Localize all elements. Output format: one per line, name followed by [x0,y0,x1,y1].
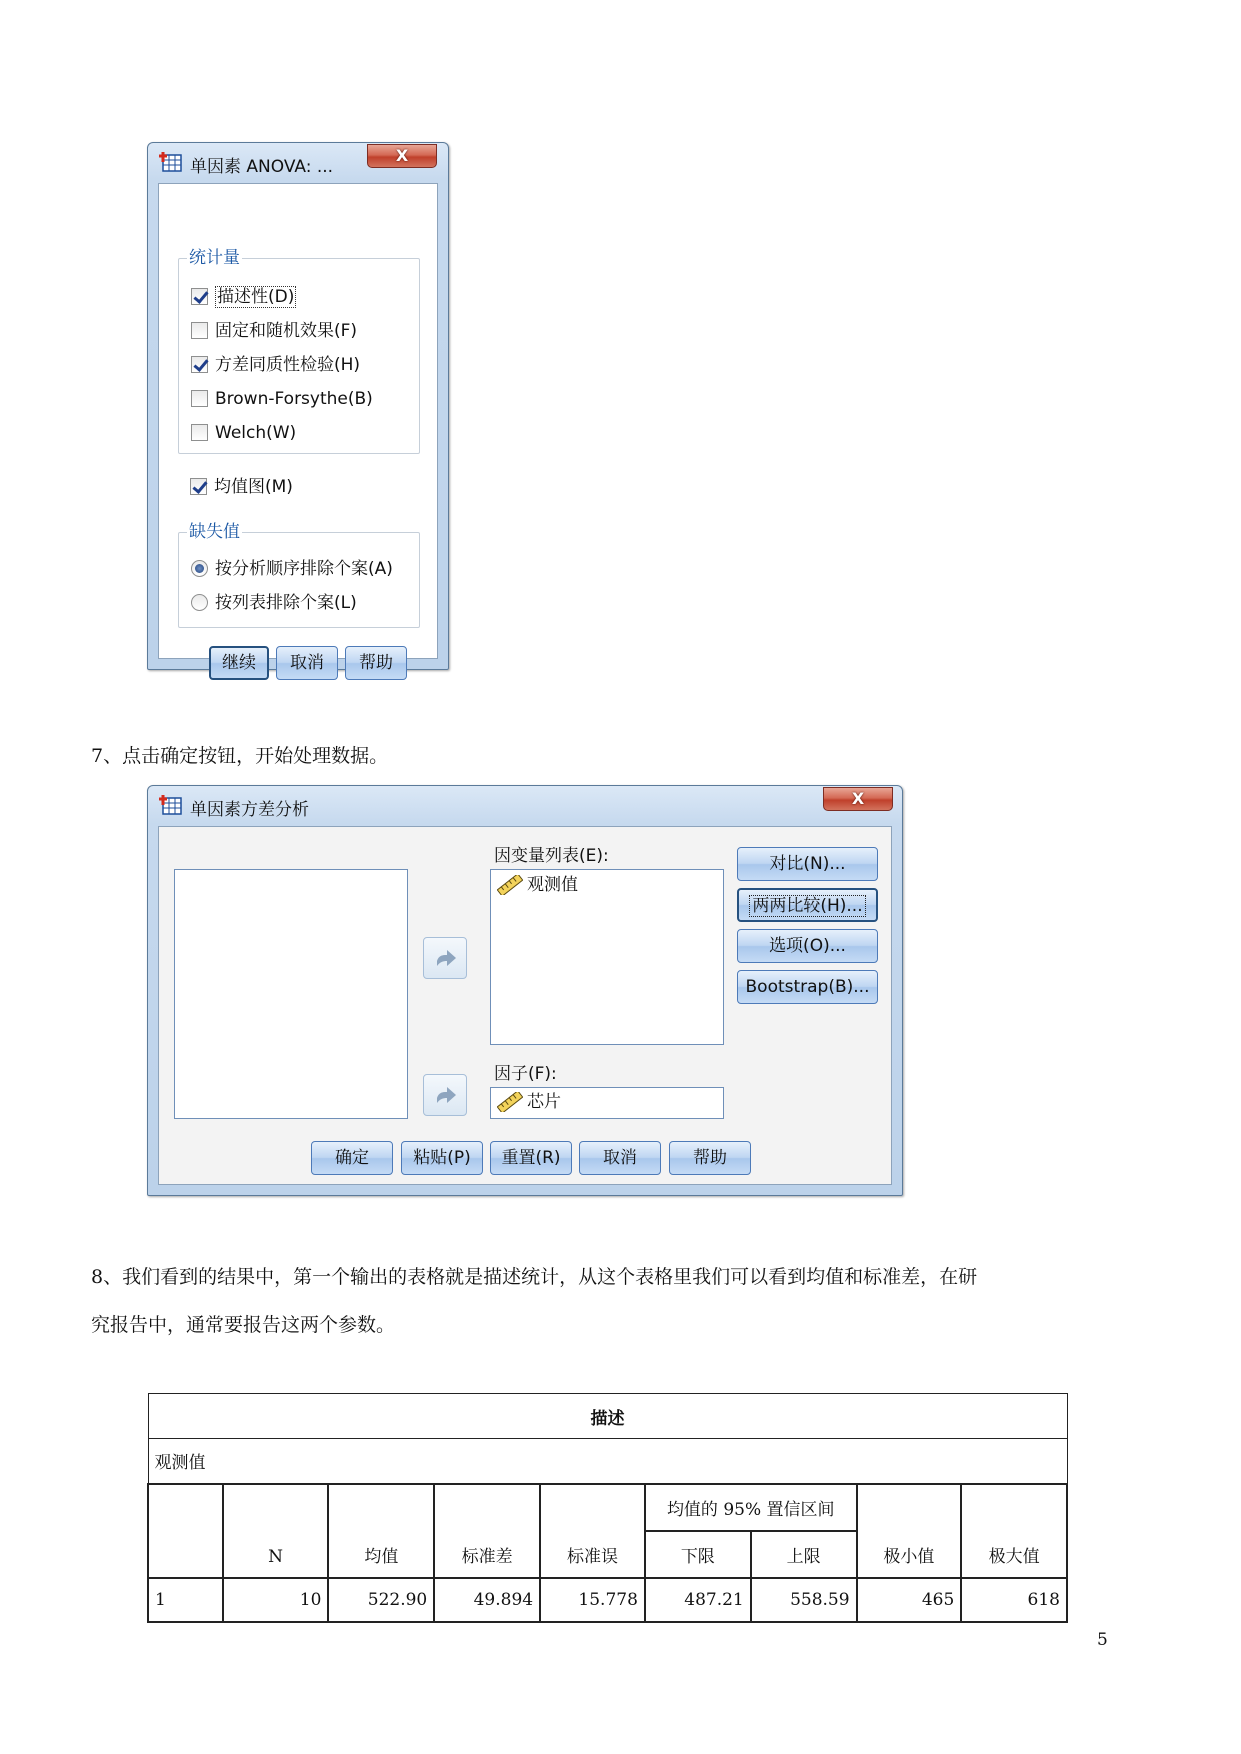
close-button[interactable]: X [823,787,893,811]
cell-group: 1 [148,1578,223,1622]
checkbox-unchecked-icon [191,390,208,407]
dependent-list-label: 因变量列表(E): [494,846,609,866]
bootstrap-button[interactable]: Bootstrap(B)... [737,970,878,1004]
cell-std-error: 15.778 [540,1578,645,1622]
step-7-text: 7、点击确定按钮，开始处理数据。 [91,745,389,767]
paste-button[interactable]: 粘贴(P) [401,1141,483,1175]
title-bar[interactable] [148,786,902,822]
missing-values-group [178,522,420,628]
cell-lower-bound: 487.21 [645,1578,751,1622]
ok-button[interactable]: 确定 [311,1141,393,1175]
cancel-button[interactable]: 取消 [276,646,338,680]
cancel-button[interactable]: 取消 [579,1141,661,1175]
descriptive-label: 描述性(D) [217,287,295,307]
dialog-title: 单因素方差分析 [190,800,309,820]
help-button[interactable]: 帮助 [669,1141,751,1175]
means-plot-label: 均值图(M) [214,477,293,497]
statistics-group [178,248,420,454]
checkbox-unchecked-icon [191,424,208,441]
cell-std-deviation: 49.894 [434,1578,540,1622]
options-button[interactable]: 选项(O)... [737,929,878,963]
welch-label: Welch(W) [215,423,297,443]
contrasts-button[interactable]: 对比(N)... [737,847,878,881]
cell-n: 10 [223,1578,329,1622]
fixed-random-effects-label: 固定和随机效果(F) [215,321,358,341]
reset-button[interactable]: 重置(R) [490,1141,572,1175]
header-upper-bound: 上限 [751,1531,857,1578]
radio-unselected-icon [191,594,208,611]
cell-minimum: 465 [857,1578,962,1622]
cell-upper-bound: 558.59 [751,1578,857,1622]
anova-options-dialog [147,142,449,673]
right-arrow-icon [435,949,457,969]
header-blank [148,1484,223,1578]
header-n: N [223,1484,329,1578]
factor-label: 因子(F): [494,1064,557,1084]
exclude-analysis-by-analysis-label: 按分析顺序排除个案(A) [215,559,393,579]
dialog-title: 单因素 ANOVA: ... [190,157,334,177]
spss-app-icon [158,794,182,816]
factor-variable-name: 芯片 [527,1092,561,1112]
step-8-text-line-1: 8、我们看到的结果中，第一个输出的表格就是描述统计，从这个表格里我们可以看到均值和标准差，在研 [91,1266,978,1288]
header-confidence-interval: 均值的 95% 置信区间 [645,1484,857,1531]
dependent-variable-name: 观测值 [527,875,578,895]
cell-maximum: 618 [961,1578,1067,1622]
spss-app-icon [158,151,182,173]
close-button[interactable]: X [367,144,437,168]
cell-mean: 522.90 [328,1578,434,1622]
header-mean: 均值 [328,1484,434,1578]
checkbox-unchecked-icon [191,322,208,339]
statistics-group-label: 统计量 [189,248,240,268]
table-title: 描述 [148,1394,1067,1439]
right-arrow-icon [435,1086,457,1106]
header-std-error: 标准误 [540,1484,645,1578]
checkbox-checked-icon [191,288,208,305]
title-bar[interactable] [148,143,448,179]
step-8-text-line-2: 究报告中，通常要报告这两个参数。 [91,1314,396,1336]
source-variable-list[interactable] [174,869,408,1119]
one-way-anova-dialog [147,785,903,1196]
header-maximum: 极大值 [961,1484,1067,1578]
post-hoc-button[interactable] [737,888,878,922]
move-to-dependent-button[interactable] [423,937,467,979]
exclude-listwise-label: 按列表排除个案(L) [215,593,357,613]
ruler-scale-icon [497,875,523,895]
help-button[interactable]: 帮助 [345,646,407,680]
checkbox-checked-icon [190,478,207,495]
header-minimum: 极小值 [857,1484,962,1578]
homogeneity-test-label: 方差同质性检验(H) [215,355,361,375]
dialog-body [158,183,438,673]
dialog-body [158,826,892,1185]
page-number: 5 [1097,1630,1108,1650]
header-lower-bound: 下限 [645,1531,751,1578]
missing-values-group-label: 缺失值 [189,522,240,542]
post-hoc-label: 两两比较(H)... [749,895,865,917]
brown-forsythe-label: Brown-Forsythe(B) [215,389,373,409]
descriptives-table [147,1393,1068,1623]
dependent-list[interactable] [490,869,724,1045]
continue-button[interactable]: 继续 [209,646,269,680]
header-std-deviation: 标准差 [434,1484,540,1578]
table-subtitle: 观测值 [148,1439,1067,1484]
ruler-scale-icon [497,1092,523,1112]
move-to-factor-button[interactable] [423,1074,467,1116]
radio-selected-icon [191,560,208,577]
factor-field[interactable] [490,1087,724,1119]
checkbox-checked-icon [191,356,208,373]
